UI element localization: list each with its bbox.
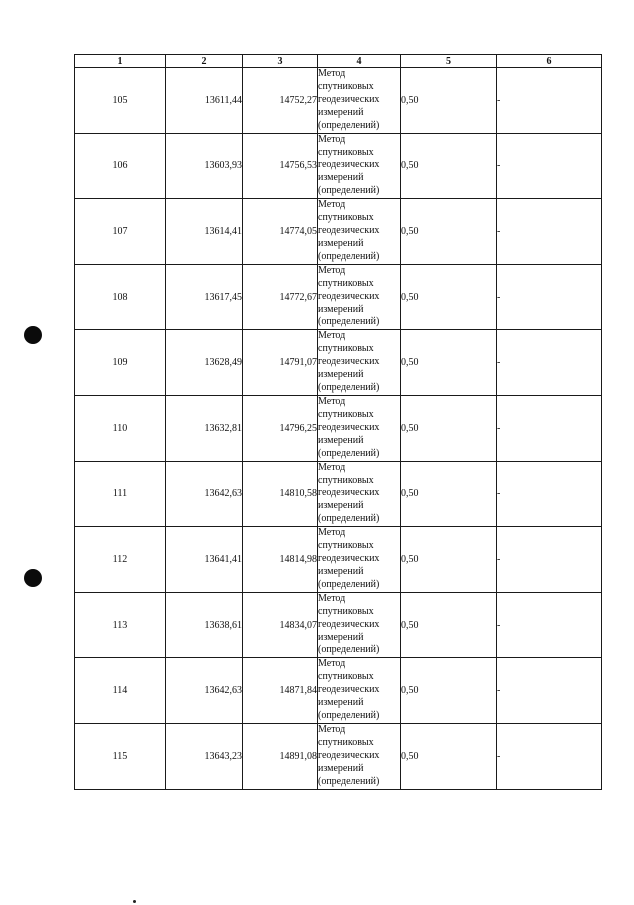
column-header-3: 3	[243, 55, 318, 68]
accuracy-cell: 0,50	[401, 592, 497, 658]
method-line: геодезических	[318, 553, 380, 564]
accuracy-cell: 0,50	[401, 68, 497, 134]
method-line: геодезических	[318, 93, 380, 105]
x-coordinate-cell: 13638,61	[166, 592, 243, 658]
table-header-row	[75, 55, 602, 68]
y-coordinate-cell: 14772,67	[243, 264, 318, 330]
method-line: геодезических	[318, 684, 380, 696]
x-coordinate-cell: 13632,81	[166, 395, 243, 461]
column-header-4: 4	[318, 55, 401, 68]
method-line: измерений	[318, 237, 364, 249]
column-header-5: 5	[401, 55, 497, 68]
table-row	[75, 68, 602, 134]
y-coordinate-cell: 14834,07	[243, 592, 318, 658]
column-header-2: 2	[166, 55, 243, 68]
method-line: Метод	[318, 264, 346, 276]
method-line: измерений	[318, 172, 364, 184]
method-line: (определений)	[318, 644, 380, 656]
point-number-cell: 109	[75, 330, 166, 396]
method-cell	[318, 658, 401, 724]
method-cell	[318, 68, 401, 134]
method-line: Метод	[318, 461, 346, 473]
method-line: Метод	[318, 658, 346, 670]
coordinates-table	[74, 54, 602, 790]
point-number-cell: 112	[75, 527, 166, 593]
method-cell	[318, 723, 401, 789]
x-coordinate-cell: 13643,23	[166, 723, 243, 789]
note-cell: -	[497, 592, 602, 658]
x-coordinate-cell: 13614,41	[166, 199, 243, 265]
accuracy-cell: 0,50	[401, 395, 497, 461]
method-line: измерений	[318, 434, 364, 446]
method-line: измерений	[318, 500, 364, 512]
method-cell	[318, 461, 401, 527]
note-cell: -	[497, 199, 602, 265]
point-number-cell: 114	[75, 658, 166, 724]
note-cell: -	[497, 264, 602, 330]
method-cell	[318, 592, 401, 658]
method-line: измерений	[318, 762, 364, 774]
note-cell: -	[497, 527, 602, 593]
x-coordinate-cell: 13603,93	[166, 133, 243, 199]
column-header-6: 6	[497, 55, 602, 68]
method-line: спутниковых	[318, 605, 374, 617]
note-cell: -	[497, 658, 602, 724]
point-number-cell: 108	[75, 264, 166, 330]
method-line: геодезических	[318, 487, 380, 499]
method-line: Метод	[318, 330, 346, 342]
point-number-cell: 111	[75, 461, 166, 527]
method-line: Метод	[318, 199, 346, 211]
method-line: спутниковых	[318, 146, 374, 158]
table-row	[75, 592, 602, 658]
method-line: (определений)	[318, 578, 380, 590]
accuracy-cell: 0,50	[401, 199, 497, 265]
accuracy-cell: 0,50	[401, 264, 497, 330]
method-line: Метод	[318, 68, 346, 80]
x-coordinate-cell: 13641,41	[166, 527, 243, 593]
y-coordinate-cell: 14774,05	[243, 199, 318, 265]
method-line: (определений)	[318, 775, 380, 787]
accuracy-cell: 0,50	[401, 133, 497, 199]
note-cell: -	[497, 68, 602, 134]
method-line: измерений	[318, 369, 364, 381]
method-cell	[318, 330, 401, 396]
method-line: Метод	[318, 527, 346, 539]
y-coordinate-cell: 14814,98	[243, 527, 318, 593]
method-line: измерений	[318, 697, 364, 709]
method-line: Метод	[318, 133, 346, 145]
note-cell: -	[497, 461, 602, 527]
table-row	[75, 264, 602, 330]
method-line: спутниковых	[318, 408, 374, 420]
method-line: спутниковых	[318, 80, 374, 92]
table-row	[75, 723, 602, 789]
method-line: спутниковых	[318, 343, 374, 355]
method-line: (определений)	[318, 316, 380, 328]
x-coordinate-cell: 13611,44	[166, 68, 243, 134]
y-coordinate-cell: 14810,58	[243, 461, 318, 527]
method-line: спутниковых	[318, 540, 374, 552]
method-line: геодезических	[318, 749, 380, 761]
method-line: измерений	[318, 303, 364, 315]
y-coordinate-cell: 14752,27	[243, 68, 318, 134]
method-line: спутниковых	[318, 474, 374, 486]
note-cell: -	[497, 395, 602, 461]
note-cell: -	[497, 330, 602, 396]
point-number-cell: 106	[75, 133, 166, 199]
method-line: (определений)	[318, 250, 380, 262]
method-line: спутниковых	[318, 671, 374, 683]
method-line: спутниковых	[318, 277, 374, 289]
method-line: спутниковых	[318, 736, 374, 748]
accuracy-cell: 0,50	[401, 461, 497, 527]
point-number-cell: 105	[75, 68, 166, 134]
point-number-cell: 107	[75, 199, 166, 265]
method-cell	[318, 527, 401, 593]
accuracy-cell: 0,50	[401, 723, 497, 789]
method-line: измерений	[318, 631, 364, 643]
method-line: геодезических	[318, 159, 380, 171]
method-line: измерений	[318, 565, 364, 577]
table-row	[75, 527, 602, 593]
method-line: измерений	[318, 106, 364, 118]
scan-speck	[133, 900, 136, 903]
method-line: (определений)	[318, 513, 380, 525]
point-number-cell: 110	[75, 395, 166, 461]
method-line: (определений)	[318, 185, 380, 197]
point-number-cell: 113	[75, 592, 166, 658]
point-number-cell: 115	[75, 723, 166, 789]
table-row	[75, 133, 602, 199]
note-cell: -	[497, 723, 602, 789]
accuracy-cell: 0,50	[401, 658, 497, 724]
method-cell	[318, 133, 401, 199]
method-line: (определений)	[318, 119, 380, 131]
method-cell	[318, 199, 401, 265]
method-line: Метод	[318, 592, 346, 604]
y-coordinate-cell: 14891,08	[243, 723, 318, 789]
table-row	[75, 330, 602, 396]
x-coordinate-cell: 13642,63	[166, 461, 243, 527]
y-coordinate-cell: 14791,07	[243, 330, 318, 396]
accuracy-cell: 0,50	[401, 527, 497, 593]
punch-hole	[24, 326, 42, 344]
table-body	[75, 68, 602, 790]
x-coordinate-cell: 13642,63	[166, 658, 243, 724]
method-cell	[318, 264, 401, 330]
y-coordinate-cell: 14756,53	[243, 133, 318, 199]
method-line: (определений)	[318, 382, 380, 394]
table-row	[75, 199, 602, 265]
x-coordinate-cell: 13628,49	[166, 330, 243, 396]
method-line: спутниковых	[318, 212, 374, 224]
table-row	[75, 658, 602, 724]
method-line: Метод	[318, 723, 346, 735]
method-line: Метод	[318, 396, 346, 407]
note-cell: -	[497, 133, 602, 199]
column-header-1: 1	[75, 55, 166, 68]
y-coordinate-cell: 14796,25	[243, 395, 318, 461]
accuracy-cell: 0,50	[401, 330, 497, 396]
table-row	[75, 461, 602, 527]
method-line: геодезических	[318, 618, 380, 630]
method-line: геодезических	[318, 225, 380, 237]
y-coordinate-cell: 14871,84	[243, 658, 318, 724]
table-row	[75, 395, 602, 461]
x-coordinate-cell: 13617,45	[166, 264, 243, 330]
method-line: (определений)	[318, 710, 380, 721]
method-line: геодезических	[318, 421, 380, 433]
method-line: (определений)	[318, 447, 380, 459]
method-cell	[318, 395, 401, 461]
method-line: геодезических	[318, 356, 380, 368]
method-line: геодезических	[318, 290, 380, 302]
punch-hole	[24, 569, 42, 587]
